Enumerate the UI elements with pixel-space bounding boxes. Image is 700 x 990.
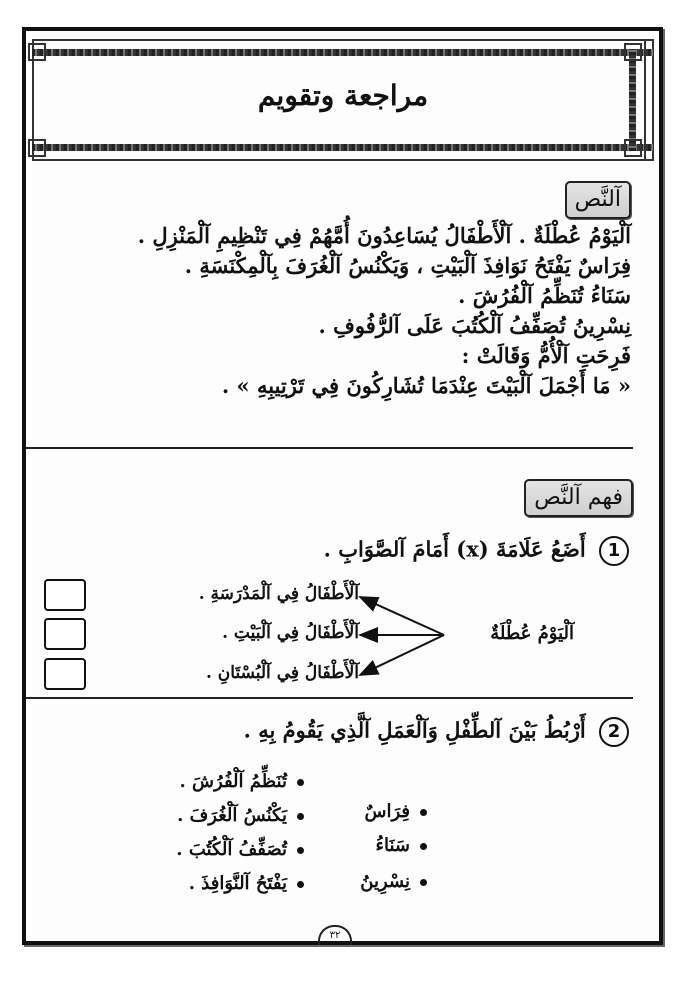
answer-checkbox-garden[interactable]	[44, 658, 86, 690]
match-action-sweep-rooms[interactable]: يَكْنُسُ آلْغُرَفَ .	[177, 805, 304, 826]
question-1-prompt: أَضَعُ عَلَامَةَ (x) أَمَامَ آلصَّوَابِ .	[323, 536, 586, 562]
answer-checkbox-home[interactable]	[44, 618, 86, 650]
text-line: فَرِحَتِ آلْأُمُّ وَقَالَتْ :	[461, 343, 631, 368]
option-home: آلْأَطْفَالُ فِي آلْبَيْتِ .	[222, 623, 359, 643]
match-action-open-windows[interactable]: يَفْتَحُ آلنَّوَافِذَ .	[189, 873, 304, 894]
question-number-badge: 2	[599, 717, 629, 747]
frame-band-top	[32, 49, 654, 56]
option-garden: آلْأَطْفَالُ فِي آلْبُسْتَانِ .	[205, 663, 359, 683]
match-child-nisrine[interactable]: نِسْرِينُ	[360, 871, 427, 892]
section-divider	[26, 447, 633, 449]
bullet-dot-icon	[297, 847, 304, 854]
text-line: آلْيَوْمُ عُطْلَةٌ . آلْأَطْفَالُ يُسَاعِدُونَ أُمَّهُمْ فِي تَنْظِيمِ آلْمَنْزِلِ .	[137, 223, 631, 248]
answer-checkbox-school[interactable]	[44, 579, 86, 611]
text-line: سَنَاءُ تُنَظِّمُ آلْفُرُشَ .	[458, 283, 631, 308]
match-action-arrange-books[interactable]: تُصَفِّفُ آلْكُتُبَ .	[176, 839, 304, 860]
question-1	[324, 536, 629, 566]
text-line: نِسْرِينُ تُصَفِّفُ آلْكُتُبَ عَلَى آلرُّفُوفِ .	[318, 313, 631, 338]
text-line: فِرَاسٌ يَفْتَحُ نَوَافِذَ آلْبَيْتِ ، وَيَكْنُسُ آلْغُرَفَ بِآلْمِكْنَسَةِ .	[184, 253, 631, 278]
frame-corner-ornament	[28, 139, 46, 157]
text-line: « مَا أَجْمَلَ آلْبَيْتَ عِنْدَمَا تُشَارِكُونَ فِي تَرْتِيبِهِ » .	[221, 373, 631, 398]
option-school: آلْأَطْفَالُ فِي آلْمَدْرَسَةِ .	[198, 584, 359, 604]
bullet-dot-icon	[297, 813, 304, 820]
section-label-comprehension: فهم آلنَّص	[524, 479, 633, 517]
question-number-badge: 1	[599, 536, 629, 566]
page-title: مراجعة وتقويم	[257, 79, 429, 112]
page-number: ٣٢	[318, 925, 352, 945]
match-child-sanaa[interactable]: سَنَاءُ	[376, 835, 427, 856]
title-frame	[32, 39, 654, 161]
match-action-organize-mattresses[interactable]: تُنَظِّمُ آلْفُرُشَ .	[180, 771, 304, 792]
bullet-dot-icon	[420, 879, 427, 886]
bullet-dot-icon	[420, 809, 427, 816]
bullet-dot-icon	[420, 843, 427, 850]
section-label-text: آلنَّص	[565, 181, 631, 219]
question-2	[244, 717, 629, 747]
question-2-prompt: أَرْبُطُ بَيْنَ آلطِّفْلِ وَآلْعَمَلِ آلَّذِي يَقُومُ بِهِ .	[243, 717, 586, 743]
match-child-firas[interactable]: فِرَاسٌ	[364, 801, 427, 822]
bullet-dot-icon	[297, 881, 304, 888]
frame-corner-ornament	[624, 139, 642, 157]
bullet-dot-icon	[297, 779, 304, 786]
frame-band-bottom	[32, 144, 654, 151]
frame-corner-ornament	[624, 43, 642, 61]
section-divider	[26, 697, 633, 699]
frame-corner-ornament	[28, 43, 46, 61]
worksheet-page	[22, 27, 663, 945]
question-1-hub-statement: آلْيَوْمُ عُطْلَةٌ	[490, 623, 574, 644]
